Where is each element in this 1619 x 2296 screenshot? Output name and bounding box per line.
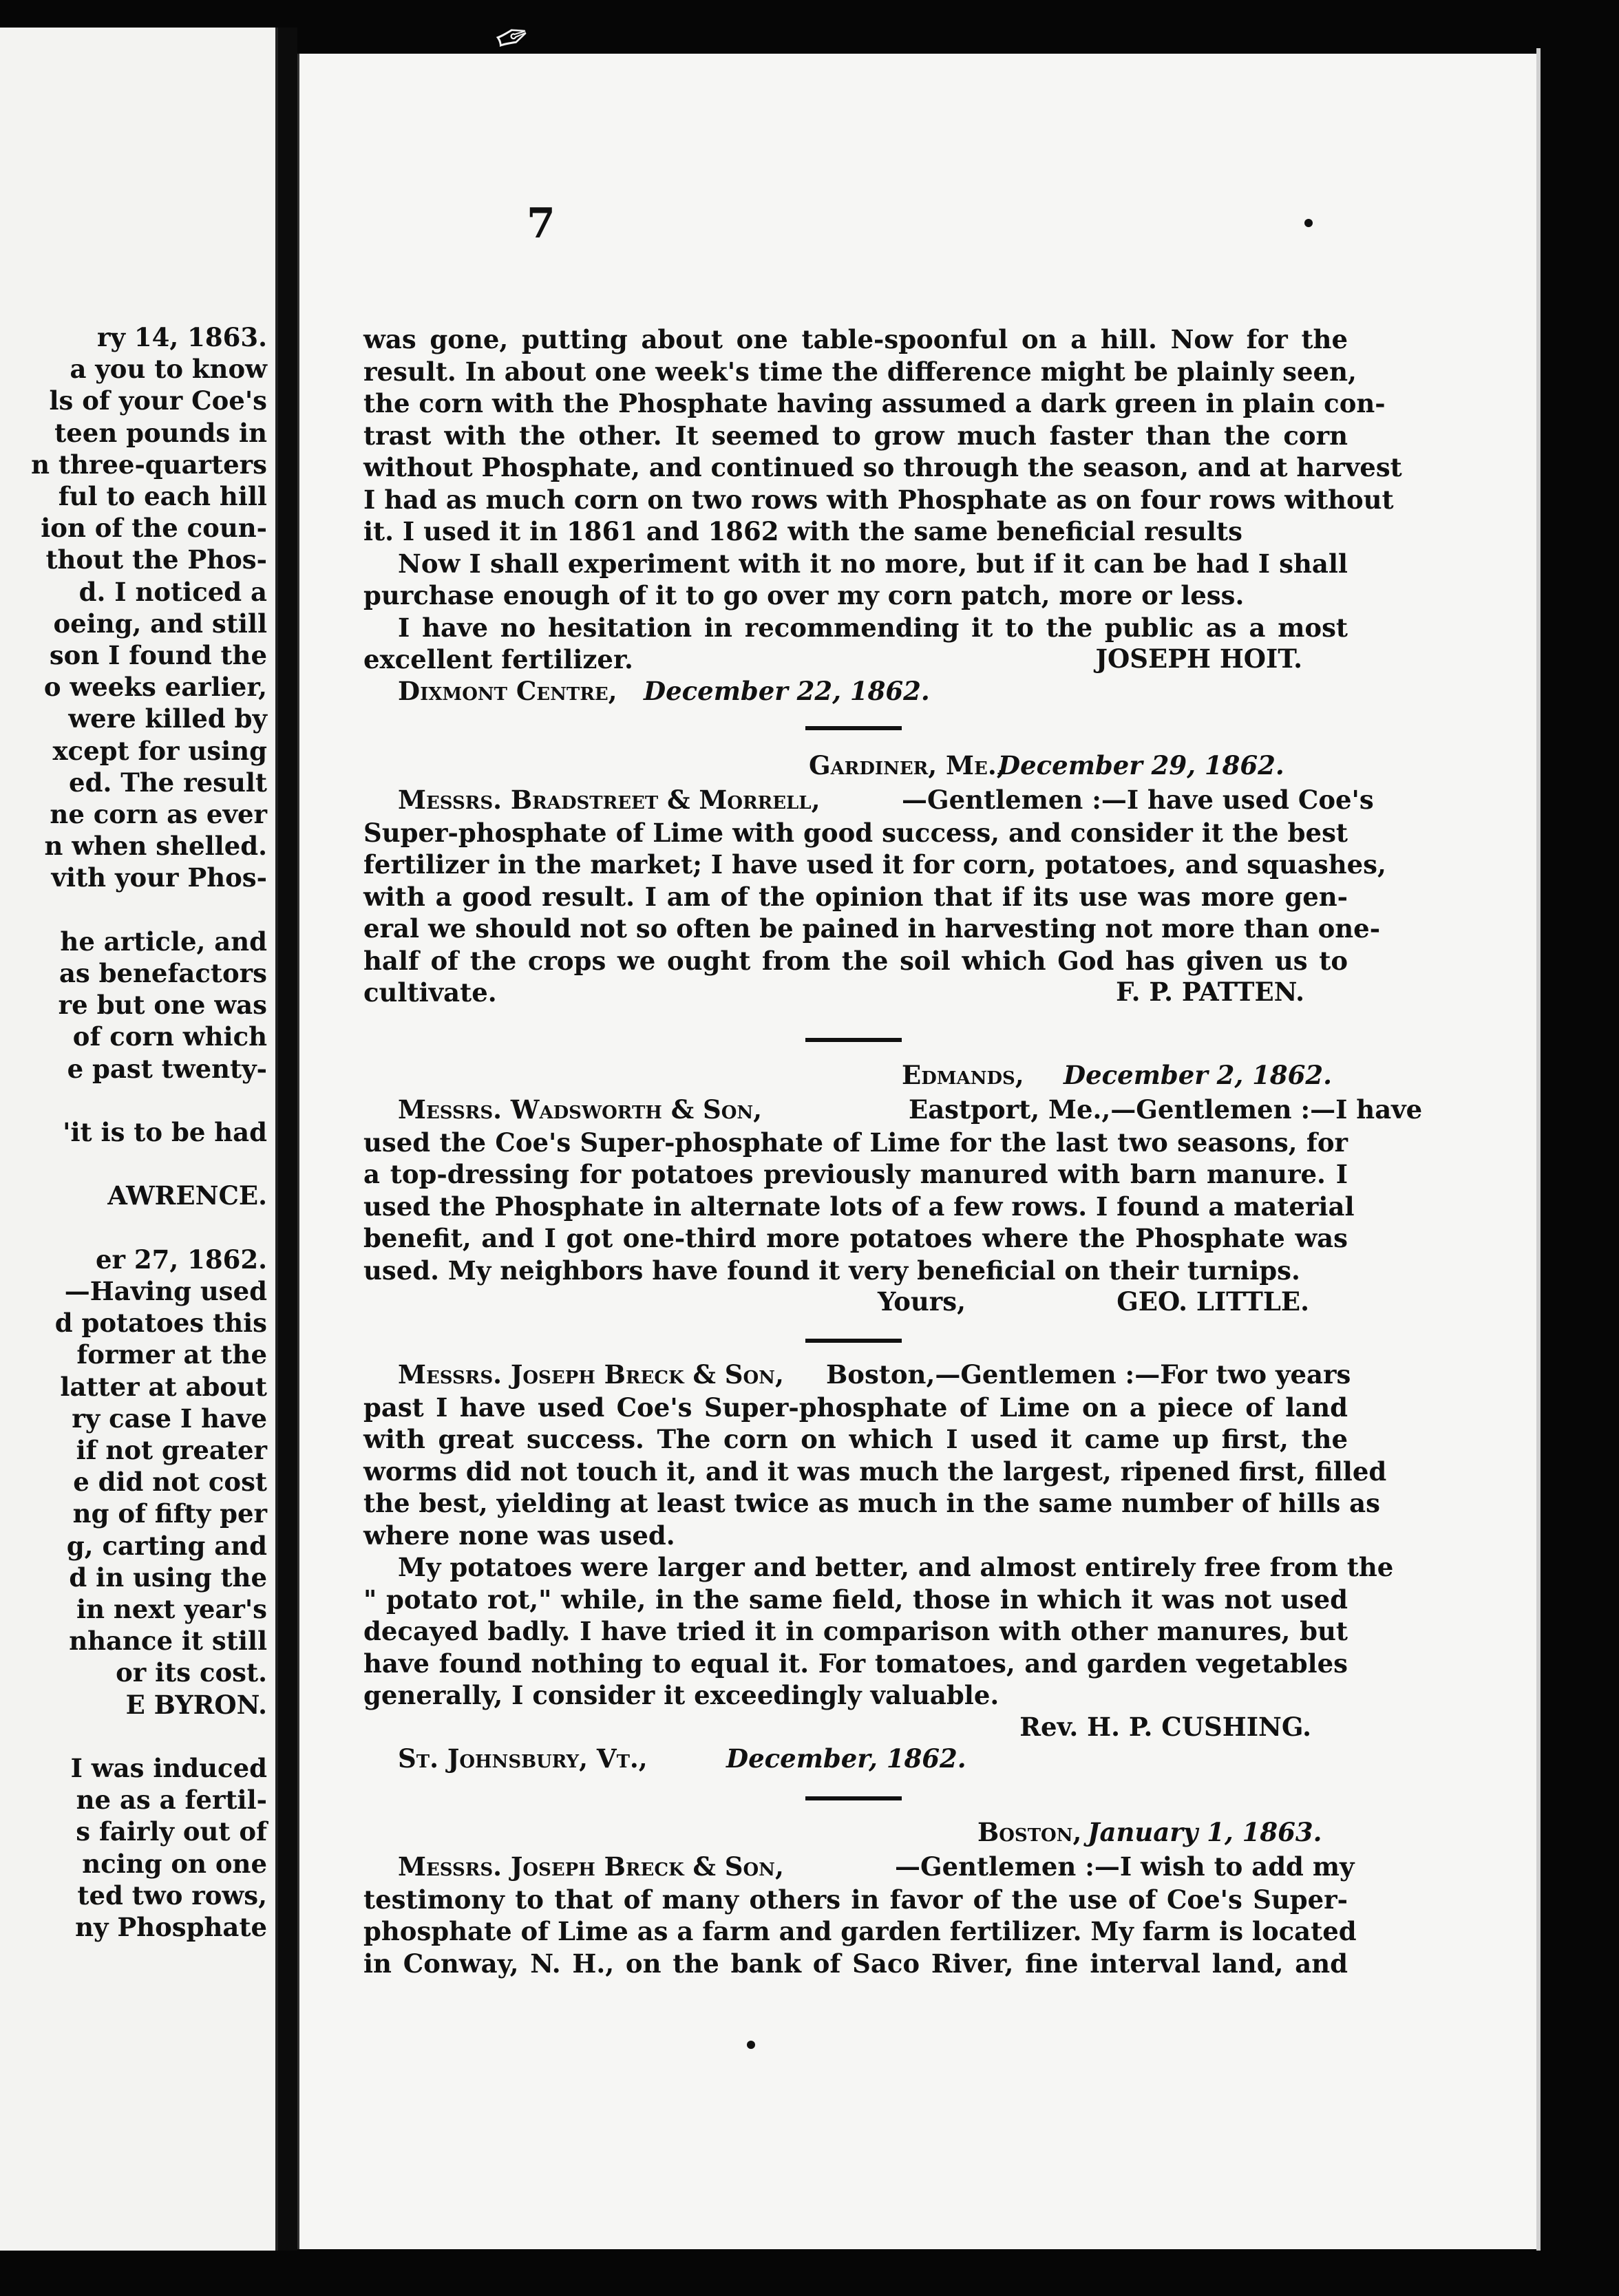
letter-line: generally, I consider it exceedingly valuable. xyxy=(363,1680,999,1710)
letter-date: December 22, 1862. xyxy=(644,675,930,706)
letter-line: fertilizer in the market; I have used it for corn, potatoes, and squashes, xyxy=(363,849,1386,880)
letter-line: with great success. The corn on which I used it came up first, the xyxy=(363,1424,1348,1454)
letter-line: was gone, putting about one table-spoonful on a hill. Now for the xyxy=(363,324,1348,354)
letter-place: Boston, xyxy=(977,1817,1082,1847)
letter-line: decayed badly. I have tried it in comparison with other manures, but xyxy=(363,1616,1348,1646)
letter-line: used. My neighbors have found it very beneficial on their turnips. xyxy=(363,1255,1300,1286)
left-page-line: in next year's xyxy=(76,1594,267,1624)
left-page-line: ne corn as ever xyxy=(50,799,267,829)
letter-place: Edmands, xyxy=(902,1060,1024,1090)
left-page-line: ng of fifty per xyxy=(72,1498,267,1529)
letter-line: I had as much corn on two rows with Phosphate as on four rows without xyxy=(363,484,1394,515)
letter-date: December 2, 1862. xyxy=(1064,1060,1332,1090)
letter-line: worms did not touch it, and it was much the largest, ripened first, filled xyxy=(363,1456,1387,1487)
letter-line: the corn with the Phosphate having assumed a dark green in plain con- xyxy=(363,388,1386,418)
left-page-line: vith your Phos- xyxy=(51,862,267,893)
letter-line: with a good result. I am of the opinion that if its use was more gen- xyxy=(363,881,1348,912)
signature: F. P. PATTEN. xyxy=(1116,977,1304,1007)
letter-line: half of the crops we ought from the soil which God has given us to xyxy=(363,945,1348,976)
left-page-line: o weeks earlier, xyxy=(43,672,267,703)
letter-line: benefit, and I got one-third more potatoes where the Phosphate was xyxy=(363,1223,1348,1253)
letter-line: My potatoes were larger and better, and almost entirely free from the xyxy=(398,1552,1394,1582)
left-page-line: AWRENCE. xyxy=(107,1180,267,1211)
letter-line: Boston,—Gentlemen :—For two years xyxy=(826,1359,1351,1390)
left-page-line: teen pounds in xyxy=(54,417,267,448)
left-page-line: e did not cost xyxy=(73,1467,267,1498)
left-page-line: n when shelled. xyxy=(44,831,267,862)
letter-line: testimony to that of many others in favor of the use of Coe's Super- xyxy=(363,1884,1348,1915)
left-page-line: ny Phosphate xyxy=(75,1912,267,1942)
letter-line: phosphate of Lime as a farm and garden fertilizer. My farm is located xyxy=(363,1916,1357,1946)
letter-date: January 1, 1863. xyxy=(1088,1817,1322,1847)
left-page-line: ful to each hill xyxy=(58,481,267,511)
ink-speck xyxy=(1304,219,1313,227)
signature: JOSEPH HOIT. xyxy=(1095,644,1302,674)
left-page-line: ed. The result xyxy=(69,767,267,798)
left-page-line: E BYRON. xyxy=(125,1689,267,1720)
left-page-line: I was induced xyxy=(70,1753,267,1783)
letter-line: excellent fertilizer. xyxy=(363,644,633,674)
left-page-line: he article, and xyxy=(60,926,267,957)
left-page-line: e past twenty- xyxy=(67,1053,267,1084)
ink-speck xyxy=(747,2041,755,2049)
left-page-line: d potatoes this xyxy=(54,1308,267,1339)
letter-line: a top-dressing for potatoes previously manured with barn manure. I xyxy=(363,1159,1348,1189)
signature: GEO. LITTLE. xyxy=(1117,1286,1309,1317)
left-page-line: latter at about xyxy=(60,1371,267,1402)
letter-date: December, 1862. xyxy=(726,1743,966,1774)
closing: Yours, xyxy=(878,1286,966,1317)
section-divider xyxy=(805,726,902,730)
left-page-line: re but one was xyxy=(58,990,267,1021)
letter-line: trast with the other. It seemed to grow much faster than the corn xyxy=(363,420,1348,451)
letter-line: I have no hesitation in recommending it to the public as a most xyxy=(398,612,1348,643)
letter-line: past I have used Coe's Super-phosphate of Lime on a piece of land xyxy=(363,1392,1348,1423)
left-page-line: son I found the xyxy=(49,640,267,670)
left-page-line: a you to know xyxy=(70,354,267,385)
left-page-line: 'it is to be had xyxy=(63,1117,267,1147)
section-divider xyxy=(805,1796,902,1800)
letter-line: result. In about one week's time the difference might be plainly seen, xyxy=(363,356,1357,387)
left-page-line: ry case I have xyxy=(72,1403,267,1434)
left-page-line: ncing on one xyxy=(82,1848,267,1879)
scan-mark: ✑ xyxy=(488,9,538,67)
salutation-name: Messrs. Joseph Breck & Son, xyxy=(398,1359,784,1390)
left-page-line: of corn which xyxy=(72,1021,267,1052)
left-page-line: n three-quarters xyxy=(31,449,267,480)
letter-line: used the Phosphate in alternate lots of a few rows. I found a material xyxy=(363,1191,1355,1222)
letter-line: Super-phosphate of Lime with good success, and consider it the best xyxy=(363,817,1348,848)
letter-place: St. Johnsbury, Vt., xyxy=(398,1743,648,1774)
left-page-line: g, carting and xyxy=(66,1530,267,1561)
left-page-line: xcept for using xyxy=(52,735,267,766)
left-page-line: s fairly out of xyxy=(76,1816,267,1847)
page-number: 7 xyxy=(527,200,555,248)
letter-line: —Gentlemen :—I have used Coe's xyxy=(902,785,1374,815)
left-page-line: were killed by xyxy=(68,703,267,734)
salutation-name: Messrs. Wadsworth & Son, xyxy=(398,1094,763,1125)
left-page-line: —Having used xyxy=(64,1276,267,1306)
letter-line: the best, yielding at least twice as much in the same number of hills as xyxy=(363,1488,1380,1518)
letter-line: where none was used. xyxy=(363,1520,675,1551)
letter-line: it. I used it in 1861 and 1862 with the same beneficial results xyxy=(363,516,1242,546)
letter-line: —Gentlemen :—I wish to add my xyxy=(895,1851,1355,1882)
letter-date: December 29, 1862. xyxy=(998,750,1284,780)
section-divider xyxy=(805,1339,902,1343)
letter-line: eral we should not so often be pained in harvesting not more than one- xyxy=(363,913,1381,944)
left-page-line: d. I noticed a xyxy=(78,576,267,607)
letter-line: " potato rot," while, in the same field, those in which it was not used xyxy=(363,1584,1348,1615)
left-page-line: nhance it still xyxy=(69,1626,267,1657)
letter-place: Dixmont Centre, xyxy=(398,675,617,706)
left-page-line: ne as a fertil- xyxy=(76,1785,267,1816)
salutation-name: Messrs. Joseph Breck & Son, xyxy=(398,1851,784,1882)
letter-place: Gardiner, Me., xyxy=(809,750,1006,780)
letter-line: in Conway, N. H., on the bank of Saco River, fine interval land, and xyxy=(363,1948,1348,1979)
page-edge xyxy=(1536,48,1541,2251)
book-gutter xyxy=(278,28,297,2251)
left-page-line: if not greater xyxy=(76,1435,267,1465)
left-page-line: or its cost. xyxy=(116,1657,267,1688)
left-page-line: ion of the coun- xyxy=(41,513,267,544)
left-page-line: former at the xyxy=(76,1339,267,1370)
left-page-line: ls of your Coe's xyxy=(49,385,267,416)
letter-line: have found nothing to equal it. For tomatoes, and garden vegetables xyxy=(363,1648,1348,1679)
left-page-line: ted two rows, xyxy=(77,1880,267,1911)
left-page-line: d in using the xyxy=(69,1562,267,1593)
left-page-line: as benefactors xyxy=(59,958,267,988)
left-page-line: er 27, 1862. xyxy=(95,1244,267,1275)
signature: Rev. H. P. CUSHING. xyxy=(1019,1711,1311,1742)
letter-line: used the Coe's Super-phosphate of Lime for the last two seasons, for xyxy=(363,1127,1348,1158)
letter-line: Eastport, Me.,—Gentlemen :—I have xyxy=(909,1094,1423,1125)
section-divider xyxy=(805,1038,902,1042)
left-page-line: thout the Phos- xyxy=(45,544,267,575)
salutation-name: Messrs. Bradstreet & Morrell, xyxy=(398,785,821,815)
letter-line: cultivate. xyxy=(363,977,497,1008)
letter-line: Now I shall experiment with it no more, but if it can be had I shall xyxy=(398,548,1348,579)
letter-line: purchase enough of it to go over my corn patch, more or less. xyxy=(363,580,1245,610)
left-page-line: ry 14, 1863. xyxy=(97,322,267,352)
letter-line: without Phosphate, and continued so through the season, and at harvest xyxy=(363,452,1402,482)
left-page-line: oeing, and still xyxy=(53,608,267,639)
